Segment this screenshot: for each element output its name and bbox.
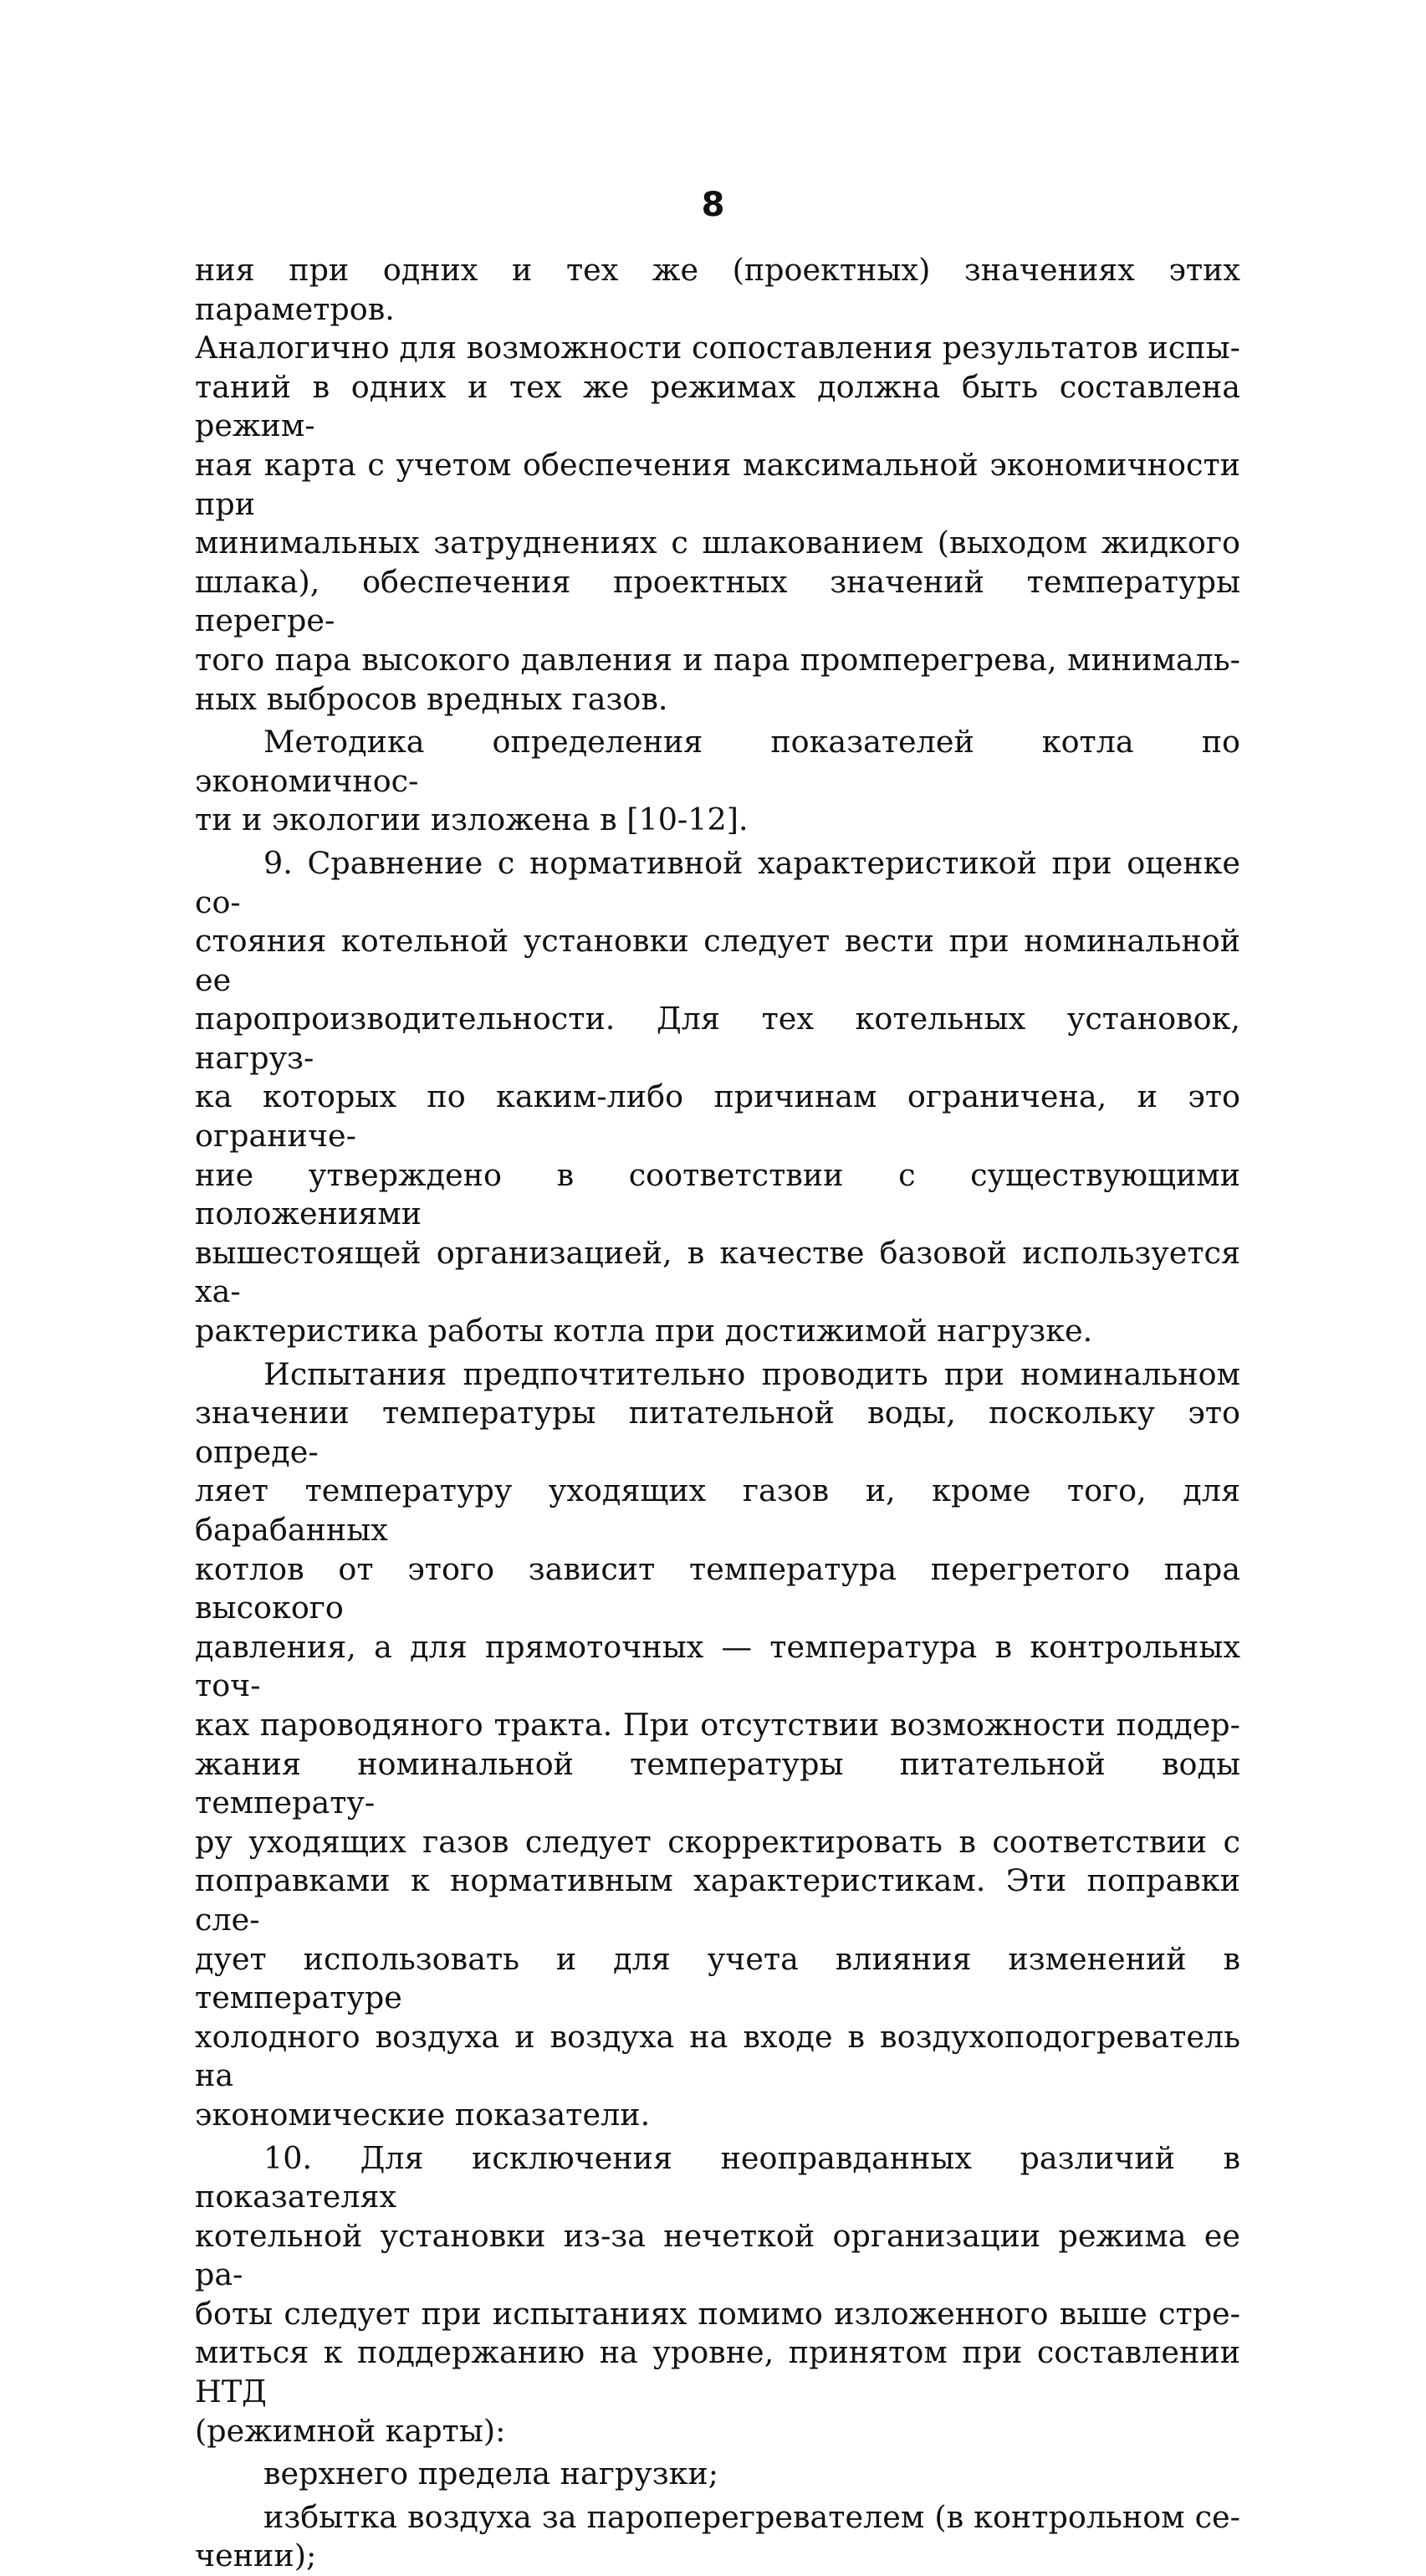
paragraph-2 bbox=[195, 723, 1240, 840]
text-line: дует использовать и для учета влияния изменений в температуре bbox=[195, 1940, 1240, 2016]
text-line: ных выбросов вредных газов. bbox=[195, 680, 668, 717]
text-line: (режимной карты): bbox=[195, 2412, 506, 2449]
text-line: ках пароводяного тракта. При отсутствии возможности поддер- bbox=[195, 1706, 1240, 1743]
text-line: таний в одних и тех же режимах должна быть составлена режим- bbox=[195, 368, 1240, 444]
text-line: вышестоящей организацией, в качестве базовой используется ха- bbox=[195, 1234, 1240, 1310]
text-line: 10. Для исключения неоправданных различий в показателях bbox=[195, 2139, 1240, 2215]
text-line: котельной установки из-за нечеткой организации режима ее ра- bbox=[195, 2217, 1240, 2293]
text-line: экономические показатели. bbox=[195, 2096, 651, 2133]
text-line: Аналогично для возможности сопоставления результатов испы- bbox=[195, 330, 1240, 366]
text-line: чении); bbox=[195, 2538, 317, 2574]
text-line: 9. Сравнение с нормативной характеристикой при оценке со- bbox=[195, 844, 1240, 920]
paragraph-3 bbox=[195, 844, 1240, 1351]
text-line: значении температуры питательной воды, поскольку это опреде- bbox=[195, 1395, 1240, 1470]
text-line: котлов от этого зависит температура перегретого пара высокого bbox=[195, 1550, 1240, 1626]
text-line: шлака), обеспечения проектных значений температуры перегре- bbox=[195, 563, 1240, 639]
text-line: ру уходящих газов следует скорректировать в соответствии с bbox=[195, 1823, 1240, 1860]
text-line: миться к поддержанию на уровне, принятом при составлении НТД bbox=[195, 2334, 1240, 2410]
page-number: 8 bbox=[701, 186, 725, 224]
text-line: избытка воздуха за пароперегревателем (в контрольном се- bbox=[263, 2498, 1240, 2535]
text-line: жания номинальной температуры питательной воды температу- bbox=[195, 1745, 1240, 1821]
text-line: минимальных затруднениях с шлакованием (выходом жидкого bbox=[195, 525, 1240, 561]
list-item-upper-load bbox=[195, 2455, 1240, 2494]
text-line: паропроизводительности. Для тех котельных установок, нагруз- bbox=[195, 1001, 1240, 1076]
text-line: ние утверждено в соответствии с существующими положениями bbox=[195, 1156, 1240, 1232]
text-line: ния при одних и тех же (проектных) значениях этих параметров. bbox=[195, 252, 1240, 327]
text-line: боты следует при испытаниях помимо изложенного выше стре- bbox=[195, 2295, 1240, 2332]
document-body bbox=[195, 251, 1240, 2576]
text-line: Испытания предпочтительно проводить при номинальном bbox=[263, 1355, 1240, 1392]
text-line: того пара высокого давления и пара промперегрева, минималь- bbox=[195, 641, 1240, 678]
paragraph-1 bbox=[195, 251, 1240, 719]
text-line: поправками к нормативным характеристикам. Эти поправки сле- bbox=[195, 1862, 1240, 1938]
paragraph-4 bbox=[195, 1355, 1240, 2135]
text-line: верхнего предела нагрузки; bbox=[263, 2456, 719, 2492]
text-line: Методика определения показателей котла по экономичнос- bbox=[195, 724, 1240, 799]
text-line: ти и экологии изложена в [10-12]. bbox=[195, 801, 749, 838]
text-line: холодного воздуха и воздуха на входе в воздухоподогреватель на bbox=[195, 2018, 1240, 2094]
paragraph-5 bbox=[195, 2139, 1240, 2451]
text-line: рактеристика работы котла при достижимой нагрузке. bbox=[195, 1313, 1093, 1349]
text-line: давления, а для прямоточных — температура в контрольных точ- bbox=[195, 1628, 1240, 1704]
text-line: ка которых по каким-либо причинам ограничена, и это ограниче- bbox=[195, 1078, 1240, 1155]
text-line: ляет температуру уходящих газов и, кроме того, для барабанных bbox=[195, 1472, 1240, 1548]
text-line: ная карта с учетом обеспечения максимальной экономичности при bbox=[195, 446, 1240, 522]
list-item-excess-air bbox=[195, 2498, 1240, 2576]
text-line: стояния котельной установки следует вести при номинальной ее bbox=[195, 923, 1240, 998]
